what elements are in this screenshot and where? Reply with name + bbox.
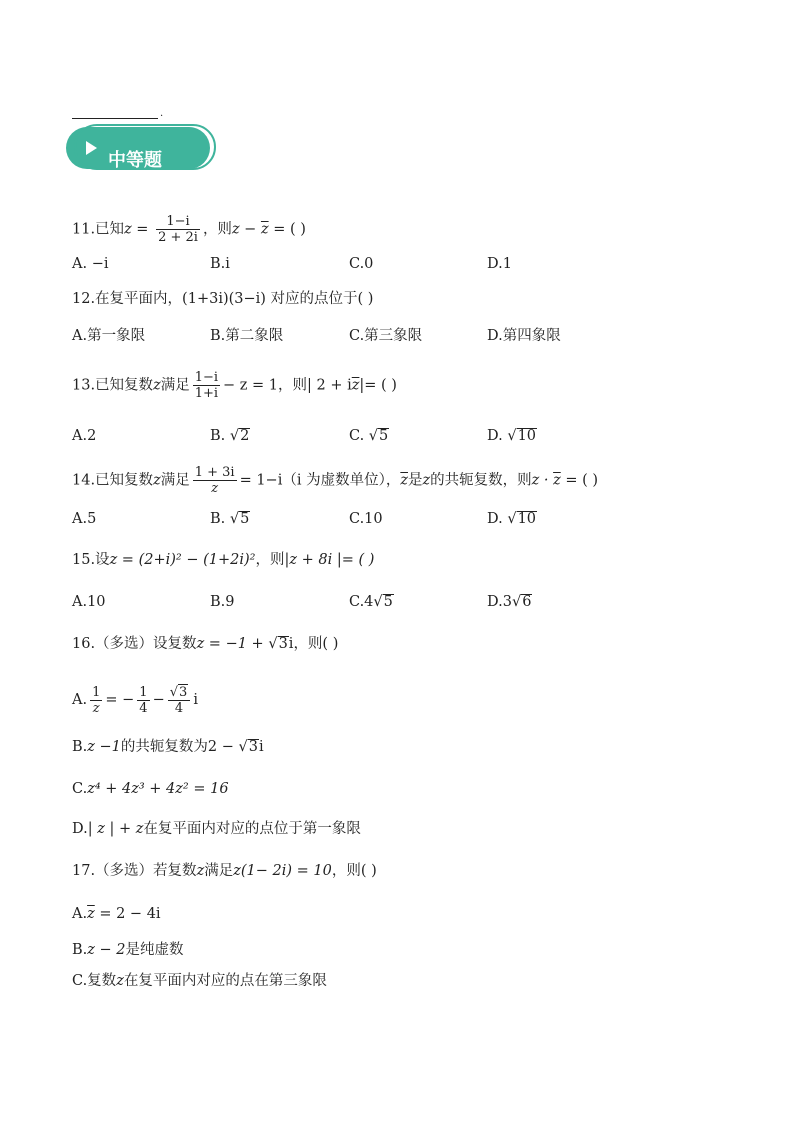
q16-c-expr: z⁴ + 4z³ + 4z² = 16: [87, 781, 229, 797]
q15-mid: ，则|: [255, 552, 290, 568]
q16-option-b: [72, 737, 264, 757]
question-11-stem: [72, 214, 306, 245]
q17-a-conj: $\overline{z}$: [87, 906, 95, 922]
q16-a-num3: [168, 684, 191, 701]
sqrt-icon: √3: [169, 685, 188, 700]
q13-mid1: 满足: [160, 377, 190, 394]
sqrt-icon: √2: [229, 428, 250, 444]
q13-suffix: |= ( ): [359, 377, 397, 394]
play-icon: [86, 141, 97, 155]
q11-frac-num: 1−i: [156, 214, 200, 230]
sqrt-icon: √5: [229, 511, 250, 527]
q16-a-num1: 1: [92, 684, 101, 700]
q13-option-c: [349, 426, 389, 446]
q15-d-label: D.3: [487, 594, 512, 610]
q14-option-b: [210, 509, 250, 529]
sqrt-icon: √5: [368, 428, 389, 444]
q16-b-label: B.: [72, 739, 88, 755]
q14-var: z: [153, 472, 161, 489]
q16-b-mid: 的共轭复数为: [120, 739, 208, 755]
q15-expr: z = (2+i)² − (1+2i)²: [109, 552, 256, 568]
q16-option-c: [72, 779, 229, 799]
q16-c-label: C.: [72, 781, 88, 797]
q12-option-b: B.第二象限: [210, 328, 284, 344]
q11-suffix: = ( ): [268, 221, 306, 238]
badge-title: 中等题: [108, 150, 162, 168]
sqrt-icon: √5: [373, 594, 393, 610]
q14-var2: z: [422, 472, 431, 489]
q15-option-c: [349, 592, 394, 612]
sqrt-icon: √3: [268, 636, 288, 652]
q16-d-label: D.: [72, 821, 88, 837]
q11-expr: z −: [231, 221, 261, 238]
q15-option-a: A.10: [72, 594, 106, 610]
q13-option-b: [210, 426, 250, 446]
q14-b-radicand: 5: [240, 511, 250, 527]
q14-d-label: D.: [487, 511, 508, 527]
question-17-stem: [72, 861, 377, 881]
q13-conj: $\overline{z}$: [351, 377, 360, 394]
q16-suffix: ，则( ): [293, 636, 339, 652]
q16-a-mid: = −: [105, 692, 135, 708]
q11-fraction: [156, 214, 200, 245]
q16-a-num2: 1: [139, 684, 148, 700]
q16-prefix: 16.（多选）设复数: [72, 636, 197, 652]
q13-d-radicand: 10: [517, 428, 537, 444]
q11-frac-den: 2 + 2i: [158, 230, 198, 245]
q16-a-radicand: 3: [179, 685, 188, 700]
q16-a-frac1: [90, 685, 102, 716]
section-badge: [66, 124, 218, 174]
q17-var: z: [196, 863, 205, 879]
q11-option-a: A. −i: [72, 256, 109, 272]
q15-c-label: C.4: [349, 594, 374, 610]
q14-conj2: $\overline{z}$: [553, 472, 561, 489]
q14-frac-num: 1 + 3i: [194, 465, 235, 480]
q17-b-text: 是纯虚数: [125, 942, 184, 958]
q16-a-tail: i: [193, 692, 198, 708]
q13-d-label: D.: [487, 428, 508, 444]
q15-expr2: z + 8i |= ( ): [289, 552, 375, 568]
q14-mid4: 的共轭复数，则: [430, 472, 532, 489]
q14-frac-den: z: [211, 481, 219, 496]
question-13-stem: [72, 370, 397, 401]
q14-option-d: [487, 509, 537, 529]
q14-mid3: 是: [407, 472, 423, 489]
q17-a-label: A.: [72, 906, 88, 922]
q16-b-val: 2 −: [207, 739, 239, 755]
q16-a-den1: z: [92, 700, 100, 716]
q11-conj: $\overline{z}$: [260, 221, 269, 238]
q16-a-den3: 4: [174, 701, 184, 716]
q14-mid1: 满足: [160, 472, 190, 489]
question-12-stem: 12.在复平面内，(1+3i)(3−i) 对应的点位于( ): [72, 291, 374, 307]
q13-b-label: B.: [210, 428, 230, 444]
q16-option-d: [72, 819, 361, 839]
q16-b-radicand: 3: [248, 739, 258, 755]
sqrt-icon: √10: [507, 511, 537, 527]
q17-option-c: [72, 971, 327, 991]
q12-option-d: D.第四象限: [487, 328, 561, 344]
q13-c-label: C.: [349, 428, 369, 444]
q17-option-a: [72, 904, 161, 924]
q15-option-d: [487, 592, 532, 612]
trailing-dot: .: [160, 108, 164, 119]
q13-option-a: A.2: [72, 428, 97, 444]
q13-prefix: 13.已知复数: [72, 377, 154, 394]
q14-fraction: [193, 465, 237, 496]
q17-a-expr: = 2 − 4i: [94, 906, 161, 922]
q11-var: z: [124, 221, 132, 238]
q16-radicand: 3: [278, 636, 288, 652]
question-14-stem: [72, 465, 598, 496]
q13-frac-den: 1+i: [194, 386, 219, 401]
q15-d-radicand: 6: [522, 594, 532, 610]
sqrt-icon: √6: [511, 594, 532, 610]
q14-mid2: = 1−i（i 为虚数单位），: [239, 472, 401, 489]
q17-c-text: 在复平面内对应的点在第三象限: [123, 973, 327, 989]
q11-prefix: 11.已知: [72, 221, 125, 238]
q11-eq: =: [131, 221, 154, 238]
q16-a-frac2: [137, 685, 149, 716]
q11-mid: ，则: [202, 221, 232, 238]
q17-suffix: ，则( ): [331, 863, 377, 879]
q15-prefix: 15.设: [72, 552, 110, 568]
q16-a-label: A.: [72, 692, 88, 708]
q17-expr: z(1− 2i) = 10: [233, 863, 332, 879]
q14-expr: z ·: [531, 472, 554, 489]
q14-suffix: = ( ): [560, 472, 599, 489]
q17-b-label: B.: [72, 942, 88, 958]
q13-frac-num: 1−i: [194, 370, 219, 385]
question-15-stem: [72, 550, 374, 570]
q13-b-radicand: 2: [240, 428, 250, 444]
q16-a-minus: −: [152, 692, 165, 708]
q16-b-expr: z −1: [87, 739, 121, 755]
q16-d-expr: | z | + z: [87, 821, 144, 837]
q11-option-c: C.0: [349, 256, 374, 272]
question-16-stem: [72, 634, 338, 654]
sqrt-icon: √3: [238, 739, 258, 755]
q15-option-b: B.9: [210, 594, 235, 610]
sqrt-icon: √10: [507, 428, 537, 444]
q16-a-den2: 4: [139, 700, 148, 716]
q16-i: i: [288, 636, 294, 652]
q17-c-var: z: [116, 973, 124, 989]
q13-fraction: [193, 370, 220, 401]
q17-mid: 满足: [204, 863, 234, 879]
q13-var: z: [153, 377, 161, 394]
q16-option-a: [72, 684, 198, 716]
q16-b-tail: i: [258, 739, 264, 755]
q16-expr: z = −1 +: [196, 636, 269, 652]
q11-option-d: D.1: [487, 256, 512, 272]
q14-b-label: B.: [210, 511, 230, 527]
q12-option-c: C.第三象限: [349, 328, 423, 344]
q17-prefix: 17.（多选）若复数: [72, 863, 197, 879]
q13-mid2: − z = 1，则| 2 + i: [223, 377, 352, 394]
answer-blank-line: [72, 118, 158, 119]
q14-conj: $\overline{z}$: [400, 472, 408, 489]
q11-option-b: B.i: [210, 256, 230, 272]
q16-d-text: 在复平面内对应的点位于第一象限: [143, 821, 361, 837]
q17-option-b: [72, 940, 184, 960]
q14-d-radicand: 10: [517, 511, 537, 527]
q17-b-expr: z − 2: [87, 942, 126, 958]
q14-option-a: A.5: [72, 511, 97, 527]
q14-prefix: 14.已知复数: [72, 472, 154, 489]
q16-a-frac3: [168, 684, 191, 716]
q17-c-label: C.复数: [72, 973, 117, 989]
q14-option-c: C.10: [349, 511, 383, 527]
q15-c-radicand: 5: [383, 594, 393, 610]
q13-c-radicand: 5: [379, 428, 389, 444]
q13-option-d: [487, 426, 537, 446]
q12-option-a: A.第一象限: [72, 328, 146, 344]
